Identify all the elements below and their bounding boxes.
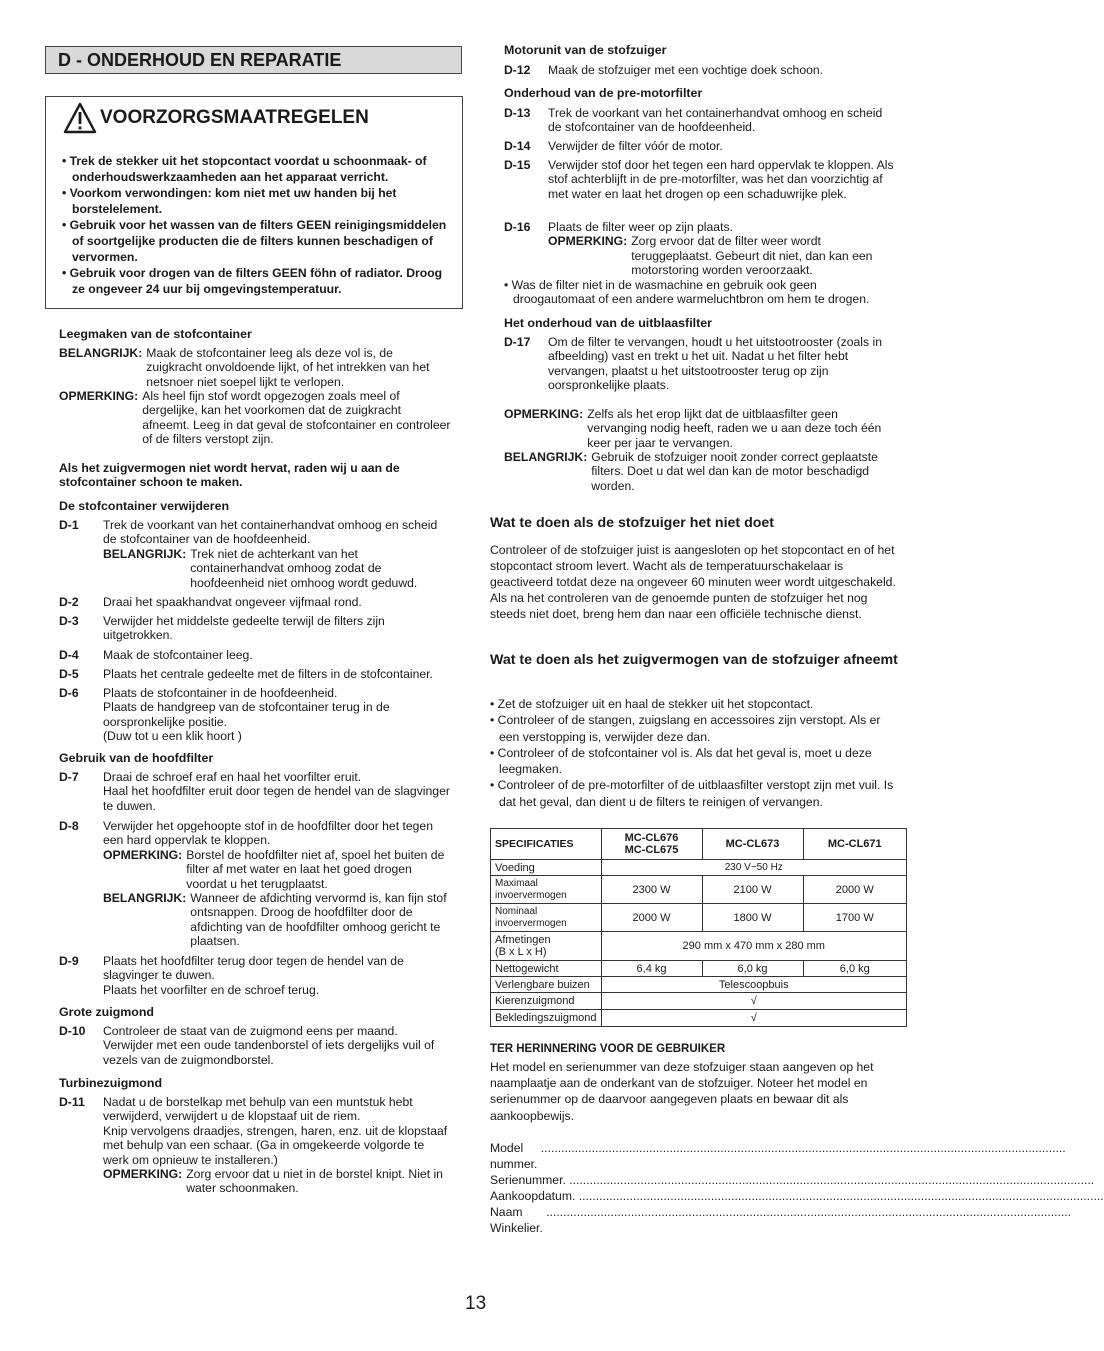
step-text: Verwijder de filter vóór de motor. xyxy=(548,139,723,153)
field-dots: ........................................................................................................................................................... xyxy=(546,1205,1072,1219)
table-row xyxy=(491,993,907,1010)
important-label: BELANGRIJK: xyxy=(103,891,187,906)
spec-label xyxy=(491,932,602,961)
spec-value: √ xyxy=(601,1010,906,1027)
spec-value: 1800 W xyxy=(702,904,803,932)
warning-item: • Trek de stekker uit het stopcontact voordat u schoonmaak- of onderhoudswerkzaamheden aan het apparaat verricht. xyxy=(62,154,427,184)
step-label: D-14 xyxy=(504,139,531,153)
warning-title xyxy=(64,102,369,134)
field-label: Serienummer. xyxy=(490,1173,566,1187)
step-text: Verwijder stof door het tegen een hard oppervlak te kloppen. Als stof achterblijft in de pre-motorfilter, was het dan voorzichtig af met water en laat het drogen op een schaduwrijke plek. xyxy=(548,158,894,201)
bullet-item: • Controleer of de pre-motorfilter of de uitblaasfilter verstopt zijn met vuil. Is dat het geval, dan dient u de filters te reinigen of vervangen. xyxy=(490,778,894,809)
field-label: Naam Winkelier. xyxy=(490,1205,543,1235)
step-d4 xyxy=(59,648,451,662)
reminder-fields xyxy=(490,1140,1104,1236)
step-text: Knip vervolgens draadjes, strengen, haren, enz. uit de klopstaaf met behulp van een schaar. (Ga in omgekeerde volgorde te werk om opnieuw te installeren.) xyxy=(103,1123,448,1167)
step-d9 xyxy=(59,954,451,997)
model-number-field[interactable] xyxy=(490,1140,1066,1172)
step-d17 xyxy=(504,335,896,393)
spec-label: Verlengbare buizen xyxy=(491,977,602,993)
dealer-name-field[interactable] xyxy=(490,1204,1072,1236)
spec-value: 6,4 kg xyxy=(601,961,702,977)
warning-item: • Gebruik voor drogen van de filters GEEN föhn of radiator. Droog ze ongeveer 24 uur bij omgevingstemperatuur. xyxy=(62,266,443,296)
step-d2 xyxy=(59,595,451,609)
step-d3 xyxy=(59,614,451,643)
important-label: BELANGRIJK: xyxy=(59,346,143,360)
warning-list xyxy=(62,153,454,297)
spec-model2: MC-CL673 xyxy=(702,829,803,860)
step-label: D-12 xyxy=(504,63,531,77)
motor-heading: Motorunit van de stofzuiger xyxy=(504,43,667,57)
warning-triangle-icon xyxy=(64,102,96,134)
table-row xyxy=(491,932,907,961)
step-text: Draai de schroef eraf en haal het voorfilter eruit. xyxy=(103,770,362,784)
step-note: Borstel de hoofdfilter niet af, spoel het buiten de filter af met water en laat het goed drogen voordat u het terugplaatst. xyxy=(186,847,445,891)
exhaust-note-text: Zelfs als het erop lijkt dat de uitblaasfilter geen vervanging nodig heeft, raden we u aan deze toch één keer per jaar te vervangen. xyxy=(587,407,882,450)
step-d13 xyxy=(504,106,896,135)
step-text: Nadat u de borstelkap met behulp van een muntstuk hebt verwijderd, verwijdert u de klopstaaf uit de riem. xyxy=(103,1095,413,1124)
step-text: Maak de stofzuiger met een vochtige doek schoon. xyxy=(548,63,824,77)
spec-label: Voeding xyxy=(491,860,602,876)
step-d7 xyxy=(59,770,451,813)
step-label: D-13 xyxy=(504,106,531,120)
step-label: D-2 xyxy=(59,595,79,609)
step-d1 xyxy=(59,518,451,590)
important-label: BELANGRIJK: xyxy=(103,546,187,561)
field-label: Model nummer. xyxy=(490,1141,538,1171)
step-text: (Duw tot u een klik hoort ) xyxy=(103,729,242,744)
step-d6 xyxy=(59,686,451,744)
suction-bold: Als het zuigvermogen niet wordt hervat, raden wij u aan de stofcontainer schoon te maken. xyxy=(59,461,400,490)
spec-model1-a: MC-CL676 xyxy=(624,832,679,844)
remove-heading: De stofcontainer verwijderen xyxy=(59,499,230,513)
step-label: D-1 xyxy=(59,518,79,532)
spec-value: 1700 W xyxy=(803,904,906,932)
table-row xyxy=(491,961,907,977)
spec-model1 xyxy=(601,829,702,860)
page-number: 13 xyxy=(465,1293,487,1314)
spec-table xyxy=(490,828,907,1027)
spec-value: 6,0 kg xyxy=(702,961,803,977)
spec-value: 2000 W xyxy=(601,904,702,932)
spec-value: 6,0 kg xyxy=(803,961,906,977)
important-label: BELANGRIJK: xyxy=(504,450,588,464)
trouble1-heading: Wat te doen als de stofzuiger het niet doet xyxy=(490,515,775,531)
step-label: D-10 xyxy=(59,1024,86,1038)
step-label: D-3 xyxy=(59,614,79,628)
spec-label-line: (B x L x H) xyxy=(495,946,547,958)
table-row xyxy=(491,904,907,932)
spec-label: Bekledingszuigmond xyxy=(491,1010,602,1027)
warning-item: • Gebruik voor het wassen van de filters GEEN reinigingsmiddelen of soortgelijke producten die de filters kunnen beschadigen of vervormen. xyxy=(62,218,447,264)
step-text: Plaats het voorfilter en de schroef terug. xyxy=(103,982,320,997)
step-label: D-7 xyxy=(59,770,79,784)
section-title: D - ONDERHOUD EN REPARATIE xyxy=(45,46,462,74)
trouble2-list xyxy=(490,696,904,810)
empty-important xyxy=(59,346,451,389)
step-text: Controleer de staat van de zuigmond eens per maand. Verwijder met een oude tandenborstel of iets dergelijks vuil of vezels van de zuigmondborstel. xyxy=(103,1024,435,1067)
field-dots: ........................................................................................................................................................... xyxy=(569,1173,1095,1187)
reminder-text: Het model en serienummer van deze stofzuiger staan aangeven op het naamplaatje aan de onderkant van de stofzuiger. Noteer het model en serienummer op de daarvoor aangegeven plaats en bewaar dit als aankoopbewijs. xyxy=(490,1060,874,1123)
premotor-bullet xyxy=(504,278,896,307)
exhaust-important xyxy=(504,450,896,493)
step-text: Haal het hoofdfilter eruit door tegen de hendel van de slagvinger te duwen. xyxy=(103,784,450,813)
exhaust-heading: Het onderhoud van de uitblaasfilter xyxy=(504,316,712,330)
nozzle-heading: Grote zuigmond xyxy=(59,1005,154,1019)
purchase-date-field[interactable] xyxy=(490,1188,1104,1204)
step-text: Verwijder het middelste gedeelte terwijl de filters zijn uitgetrokken. xyxy=(103,614,385,643)
step-text: Plaats de filter weer op zijn plaats. xyxy=(548,220,733,234)
step-text: Verwijder het opgehoopte stof in de hoofdfilter door het tegen een hard oppervlak te kloppen. xyxy=(103,819,433,848)
note-label: OPMERKING: xyxy=(103,1167,183,1182)
step-text: Maak de stofcontainer leeg. xyxy=(103,648,253,662)
spec-header-row xyxy=(491,829,907,860)
step-d16 xyxy=(504,220,896,278)
step-d11 xyxy=(59,1095,451,1196)
step-text: Draai het spaakhandvat ongeveer vijfmaal rond. xyxy=(103,595,362,609)
step-text: Om de filter te vervangen, houdt u het uitstootrooster (zoals in afbeelding) vast en trekt u het uit. Nadat u het filter hebt vervangen, plaatst u het uitstootrooster terug op zijn oorspronkelijke plaats. xyxy=(548,335,882,393)
spec-model1-b: MC-CL675 xyxy=(624,844,679,856)
step-note: Zorg ervoor dat de filter weer wordt teruggeplaatst. Gebeurt dit niet, dan kan een motorstoring worden veroorzaakt. xyxy=(631,234,873,278)
spec-value: 230 V~50 Hz xyxy=(601,860,906,876)
step-d15 xyxy=(504,158,896,201)
warning-item: • Voorkom verwondingen: kom niet met uw handen bij het borstelelement. xyxy=(62,186,397,216)
spec-label: Maximaal invoervermogen xyxy=(491,876,602,904)
exhaust-note xyxy=(504,407,896,450)
note-label: OPMERKING: xyxy=(103,847,183,862)
bullet-item: • Controleer of de stofcontainer vol is. Als dat het geval is, moet u deze leegmaken. xyxy=(490,745,872,777)
table-row xyxy=(491,876,907,904)
step-label: D-9 xyxy=(59,954,79,968)
spec-label: Kierenzuigmond xyxy=(491,993,602,1010)
step-important: Wanneer de afdichting vervormd is, kan fijn stof ontsnappen. Droog de hoofdfilter door de afdichting van de hoofdfilter omhoog gericht te plaatsen. xyxy=(190,891,447,949)
spec-value: 2300 W xyxy=(601,876,702,904)
empty-important-text: Maak de stofcontainer leeg als deze vol is, de zuigkracht onvoldoende lijkt, of het intrekken van het netsnoer niet soepel lijkt te verlopen. xyxy=(146,346,430,389)
step-text: Plaats de handgreep van de stofcontainer terug in de oorspronkelijke positie. xyxy=(103,700,390,729)
table-row xyxy=(491,1010,907,1027)
step-note: Zorg ervoor dat u niet in de borstel knipt. Niet in water schoonmaken. xyxy=(186,1167,443,1196)
step-d8 xyxy=(59,819,451,949)
step-text: Plaats het centrale gedeelte met de filters in de stofcontainer. xyxy=(103,667,433,681)
field-dots: ........................................................................................................................................................... xyxy=(578,1189,1104,1203)
step-text: Trek de voorkant van het containerhandvat omhoog en scheid de stofcontainer van de hoofdeenheid. xyxy=(548,106,883,135)
premotor-heading: Onderhoud van de pre-motorfilter xyxy=(504,86,703,100)
spec-value: √ xyxy=(601,993,906,1010)
step-label: D-5 xyxy=(59,667,79,681)
step-text: Plaats het hoofdfilter terug door tegen de hendel van de slagvinger te duwen. xyxy=(103,954,404,983)
step-d12 xyxy=(504,63,896,77)
table-row xyxy=(491,860,907,876)
step-d10 xyxy=(59,1024,451,1067)
step-label: D-11 xyxy=(59,1095,85,1109)
reminder-heading: TER HERINNERING VOOR DE GEBRUIKER xyxy=(490,1043,726,1055)
bullet-item: • Zet de stofzuiger uit en haal de stekker uit het stopcontact. xyxy=(490,697,814,711)
spec-header: SPECIFICATIES xyxy=(491,829,602,860)
spec-value: Telescoopbuis xyxy=(601,977,906,993)
note-label: OPMERKING: xyxy=(59,389,139,403)
spec-label-line: Afmetingen xyxy=(495,934,551,946)
step-label: D-4 xyxy=(59,648,79,662)
spec-value: 2100 W xyxy=(702,876,803,904)
turbo-heading: Turbinezuigmond xyxy=(59,1076,163,1090)
warning-title-text: VOORZORGSMAATREGELEN xyxy=(100,107,369,128)
step-label: D-8 xyxy=(59,819,79,833)
spec-label: Nominaal invoervermogen xyxy=(491,904,602,932)
field-dots: ........................................................................................................................................................... xyxy=(540,1141,1066,1155)
spec-value: 290 mm x 470 mm x 280 mm xyxy=(601,932,906,961)
main-filter-heading: Gebruik van de hoofdfilter xyxy=(59,751,214,765)
empty-note xyxy=(59,389,451,447)
step-important: Trek niet de achterkant van het containerhandvat omhoog zodat de hoofdeenheid niet omhoog wordt geduwd. xyxy=(190,546,418,590)
empty-note-text: Als heel fijn stof wordt opgezogen zoals meel of dergelijke, kan het voorkomen dat de zuigkracht afneemt. Leeg in dat geval de stofcontainer en controleer of de filters verstopt zijn. xyxy=(142,389,451,447)
step-label: D-6 xyxy=(59,686,79,700)
spec-model3: MC-CL671 xyxy=(803,829,906,860)
table-row xyxy=(491,977,907,993)
trouble2-heading: Wat te doen als het zuigvermogen van de stofzuiger afneemt xyxy=(490,652,898,668)
step-label: D-15 xyxy=(504,158,531,172)
step-label: D-17 xyxy=(504,335,531,349)
step-d5 xyxy=(59,667,451,681)
spec-label: Nettogewicht xyxy=(491,961,602,977)
spec-value: 2000 W xyxy=(803,876,906,904)
serial-number-field[interactable] xyxy=(490,1172,1095,1188)
note-label: OPMERKING: xyxy=(504,407,584,421)
bullet-item: • Was de filter niet in de wasmachine en gebruik ook geen droogautomaat of een andere warmeluchtbron om hem te drogen. xyxy=(504,278,870,307)
empty-heading: Leegmaken van de stofcontainer xyxy=(59,327,252,341)
bullet-item: • Controleer of de stangen, zuigslang en accessoires zijn verstopt. Als er een verstopping is, verwijder deze dan. xyxy=(490,713,881,744)
step-label: D-16 xyxy=(504,220,531,234)
step-text: Plaats de stofcontainer in de hoofdeenheid. xyxy=(103,686,338,700)
exhaust-important-text: Gebruik de stofzuiger nooit zonder correct geplaatste filters. Doet u dat wel dan kan de motor beschadigd worden. xyxy=(591,450,878,493)
step-text: Trek de voorkant van het containerhandvat omhoog en scheid de stofcontainer van de hoofdeenheid. xyxy=(103,518,438,547)
step-d14 xyxy=(504,139,896,153)
field-label: Aankoopdatum. xyxy=(490,1189,576,1203)
trouble1-text: Controleer of de stofzuiger juist is aangesloten op het stopcontact en of het stopcontact stroom levert. Wacht als de temperatuurschakelaar is geactiveerd totdat deze na ongeveer 60 minuten weer wordt uitgeschakeld. Als na het controleren van de genoemde punten de stofzuiger het nog steeds niet doet, breng hem dan naar een officiële technische dienst. xyxy=(490,543,896,621)
note-label: OPMERKING: xyxy=(548,234,628,249)
